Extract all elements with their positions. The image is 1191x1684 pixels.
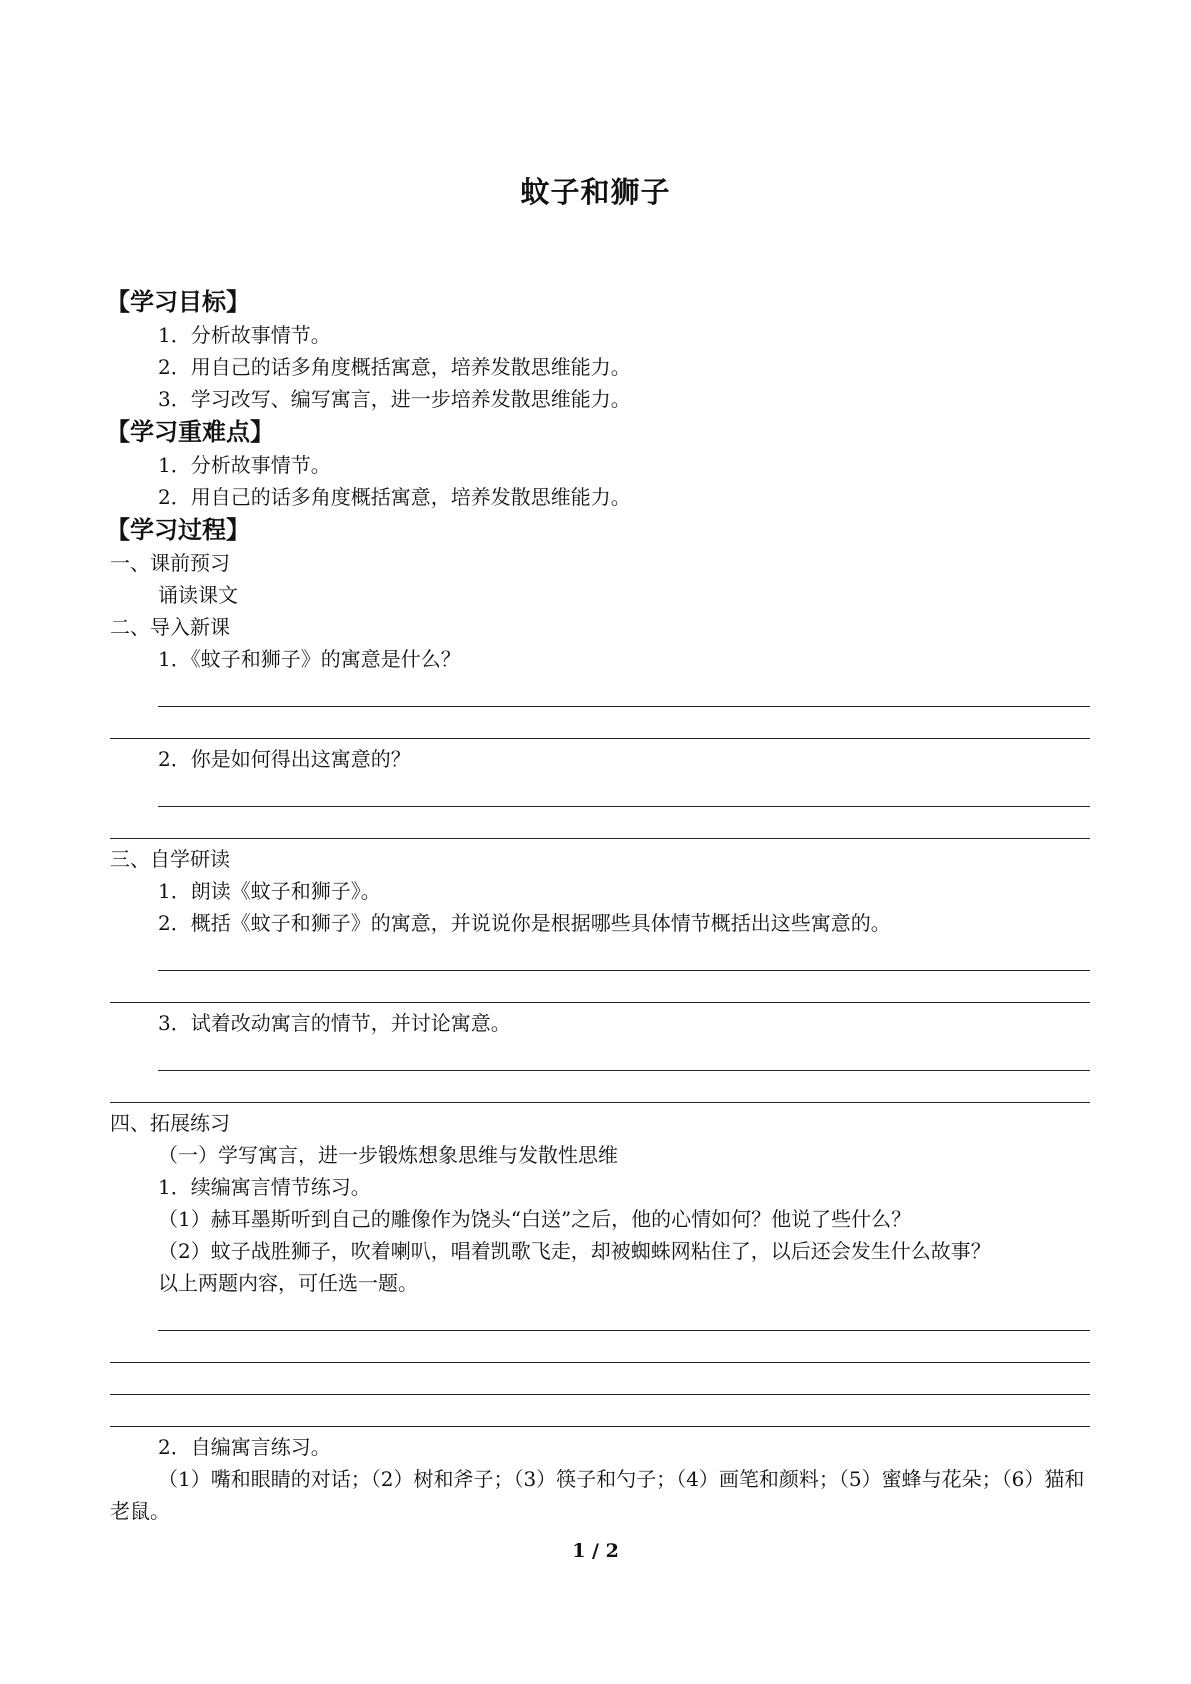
- answer-line[interactable]: [158, 1299, 1090, 1331]
- objectives-heading: 【学习目标】: [106, 288, 250, 316]
- exercise-note: 以上两题内容，可任选一题。: [158, 1271, 418, 1295]
- answer-line[interactable]: [110, 807, 1090, 839]
- answer-line[interactable]: [158, 1039, 1090, 1071]
- objective-item: 2．用自己的话多角度概括寓意，培养发散思维能力。: [158, 355, 631, 379]
- answer-line[interactable]: [110, 1331, 1090, 1363]
- objective-item: 1．分析故事情节。: [158, 323, 331, 347]
- key-point-item: 2．用自己的话多角度概括寓意，培养发散思维能力。: [158, 485, 631, 509]
- section-study-title: 三、自学研读: [110, 847, 230, 871]
- process-heading: 【学习过程】: [106, 516, 250, 544]
- question: 2．你是如何得出这寓意的？: [158, 747, 411, 771]
- section-preview-text: 诵读课文: [158, 583, 238, 607]
- question: 1．朗读《蚊子和狮子》。: [158, 879, 381, 903]
- exercise-prompt: （1）赫耳墨斯听到自己的雕像作为饶头“白送”之后，他的心情如何？他说了些什么？: [158, 1207, 912, 1231]
- page-number: 1 / 2: [572, 1540, 619, 1562]
- objective-item: 3．学习改写、编写寓言，进一步培养发散思维能力。: [158, 387, 631, 411]
- exercise-prompt: （2）蚊子战胜狮子，吹着喇叭，唱着凯歌飞走，却被蜘蛛网粘住了，以后还会发生什么故事？: [158, 1239, 991, 1263]
- answer-line[interactable]: [110, 1363, 1090, 1395]
- subsection-title: （一）学写寓言，进一步锻炼想象思维与发散性思维: [158, 1143, 618, 1167]
- question: 1．《蚊子和狮子》的寓意是什么？: [158, 647, 461, 671]
- answer-line[interactable]: [110, 1395, 1090, 1427]
- section-extension-title: 四、拓展练习: [110, 1111, 230, 1135]
- question: 2．概括《蚊子和狮子》的寓意，并说说你是根据哪些具体情节概括出这些寓意的。: [158, 911, 891, 935]
- answer-line[interactable]: [158, 939, 1090, 971]
- key-point-item: 1．分析故事情节。: [158, 453, 331, 477]
- page-title: 蚊子和狮子: [520, 175, 671, 209]
- section-intro-title: 二、导入新课: [110, 615, 230, 639]
- exercise: 2．自编寓言练习。: [158, 1435, 331, 1459]
- document-body: [106, 285, 1090, 1527]
- section-preview-title: 一、课前预习: [110, 551, 230, 575]
- question: 3．试着改动寓言的情节，并讨论寓意。: [158, 1011, 511, 1035]
- answer-line[interactable]: [158, 775, 1090, 807]
- key-points-heading: 【学习重难点】: [106, 418, 274, 446]
- answer-line[interactable]: [110, 707, 1090, 739]
- answer-line[interactable]: [110, 1071, 1090, 1103]
- exercise-topics: （1）嘴和眼睛的对话；（2）树和斧子；（3）筷子和勺子；（4）画笔和颜料；（5）蜜蜂与花朵；（6）猫和老鼠。: [110, 1467, 1085, 1523]
- answer-line[interactable]: [110, 971, 1090, 1003]
- exercise: 1．续编寓言情节练习。: [158, 1175, 371, 1199]
- answer-line[interactable]: [158, 675, 1090, 707]
